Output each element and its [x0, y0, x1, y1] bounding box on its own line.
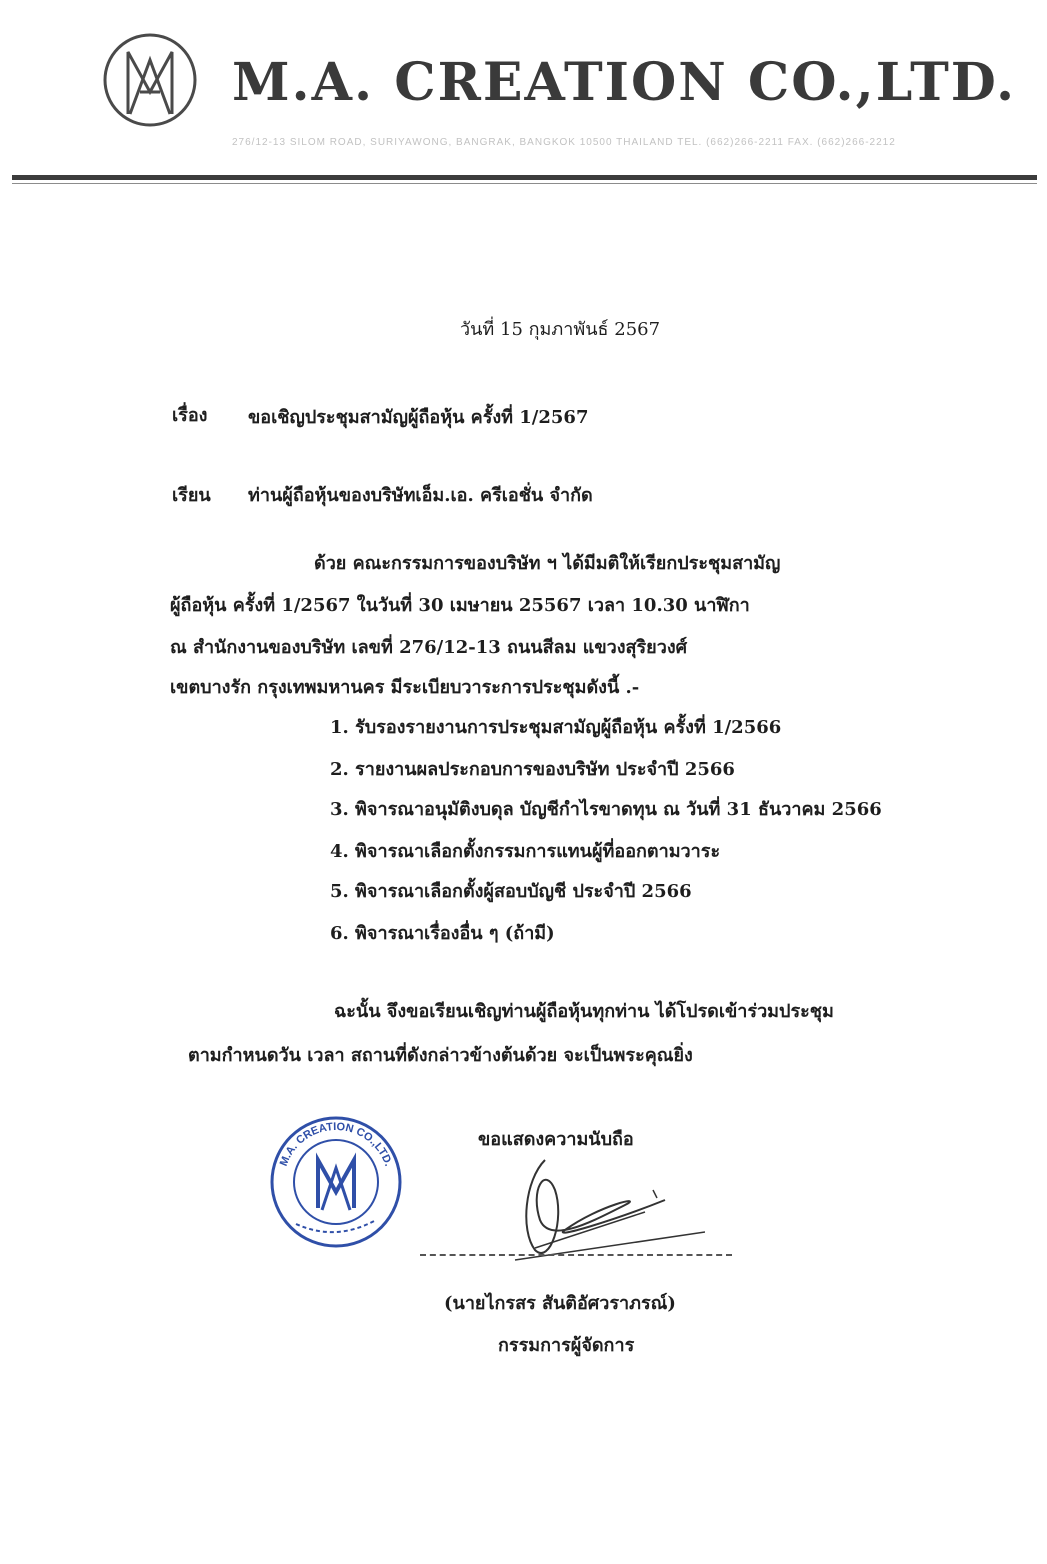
agenda-item: 2. รายงานผลประกอบการของบริษัท ประจำปี 2566: [330, 759, 735, 780]
agenda-item: 6. พิจารณาเรื่องอื่น ๆ (ถ้ามี): [330, 923, 555, 944]
letter-date: วันที่ 15 กุมภาพันธ์ 2567: [460, 319, 661, 340]
header-rule: [12, 175, 1037, 180]
to-text: ท่านผู้ถือหุ้นของบริษัทเอ็ม.เอ. ครีเอชั่น จำกัด: [248, 485, 593, 506]
agenda-item: 4. พิจารณาเลือกตั้งกรรมการแทนผู้ที่ออกตามวาระ: [330, 841, 721, 862]
body-line: ณ สำนักงานของบริษัท เลขที่ 276/12-13 ถนนสีลม แขวงสุริยวงศ์: [170, 637, 688, 658]
subject-text: ขอเชิญประชุมสามัญผู้ถือหุ้น ครั้งที่ 1/2567: [248, 407, 589, 428]
closing-line: ฉะนั้น จึงขอเรียนเชิญท่านผู้ถือหุ้นทุกท่าน ได้โปรดเข้าร่วมประชุม: [334, 1001, 834, 1022]
company-name: M.A. CREATION CO.,LTD.: [232, 52, 1017, 113]
company-logo: [100, 30, 200, 130]
signer-title: กรรมการผู้จัดการ: [498, 1335, 635, 1356]
agenda-item: 5. พิจารณาเลือกตั้งผู้สอบบัญชี ประจำปี 2566: [330, 881, 692, 902]
sign-off: ขอแสดงความนับถือ: [478, 1129, 634, 1150]
agenda-item: 3. พิจารณาอนุมัติงบดุล บัญชีกำไรขาดทุน ณ วันที่ 31 ธันวาคม 2566: [330, 799, 882, 820]
agenda-item: 1. รับรองรายงานการประชุมสามัญผู้ถือหุ้น ครั้งที่ 1/2566: [330, 717, 782, 738]
signer-name: (นายไกรสร สันติอัศวราภรณ์): [444, 1293, 676, 1314]
signature-line: [420, 1254, 732, 1256]
to-label: เรียน: [172, 485, 211, 506]
header-rule-thin: [12, 183, 1037, 184]
body-line: ผู้ถือหุ้น ครั้งที่ 1/2567 ในวันที่ 30 เมษายน 25567 เวลา 10.30 นาฬิกา: [170, 595, 750, 616]
subject-label: เรื่อง: [172, 405, 208, 426]
signature: [505, 1150, 705, 1270]
company-stamp: [266, 1112, 406, 1252]
stamp-text: M.A. CREATION CO.,LTD.: [277, 1120, 395, 1168]
company-address: 276/12-13 SILOM ROAD, SURIYAWONG, BANGRAK, BANGKOK 10500 THAILAND TEL. (662)266-2211 FAX. (662)266-2212: [232, 137, 896, 148]
body-line: ด้วย คณะกรรมการของบริษัท ฯ ได้มีมติให้เรียกประชุมสามัญ: [314, 553, 781, 574]
body-line: เขตบางรัก กรุงเทพมหานคร มีระเบียบวาระการประชุมดังนี้ .-: [170, 677, 640, 698]
closing-line: ตามกำหนดวัน เวลา สถานที่ดังกล่าวข้างต้นด้วย จะเป็นพระคุณยิ่ง: [188, 1045, 693, 1066]
